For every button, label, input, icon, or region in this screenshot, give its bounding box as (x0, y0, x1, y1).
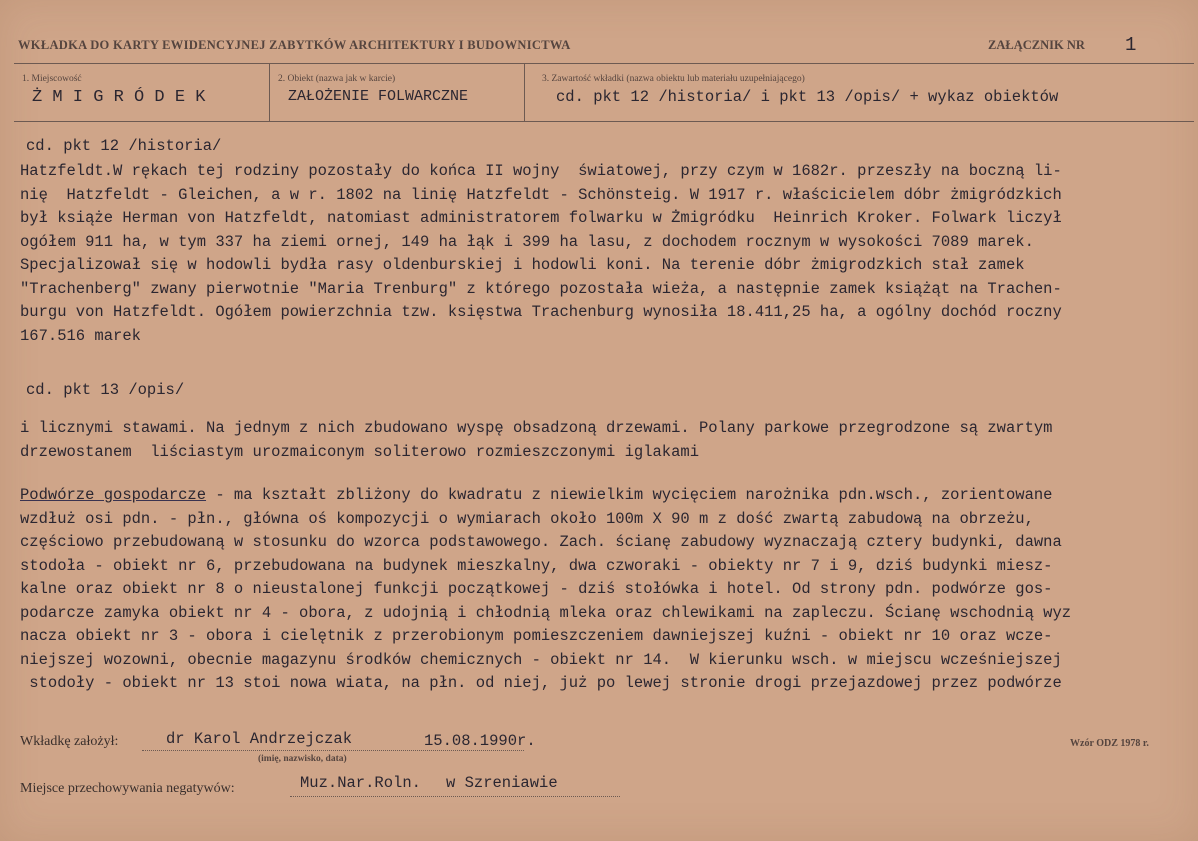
podworze-line: częściowo przebudowaną w stosunku do wzorca podstawowego. Zach. ścianę zabudowy wyznaczają cztery budynki, dawna (20, 533, 1062, 551)
historia-line: Hatzfeldt.W rękach tej rodziny pozostały do końca II wojny światowej, przy czym w 1682r. przeszły na boczną li- (20, 162, 1062, 180)
zalozyl-date: 15.08.1990r. (424, 732, 536, 750)
historia-line: ogółem 911 ha, w tym 337 ha ziemi ornej, 149 ha łąk i 399 ha lasu, z dochodem rocznym w wysokości 7089 marek. (20, 232, 1034, 251)
podworze-title: Podwórze gospodarcze (20, 486, 207, 504)
historia-text (20, 160, 1190, 348)
attachment-number: 1 (1125, 34, 1137, 56)
opis-text (20, 417, 1190, 464)
zalozyl-name: dr Karol Andrzejczak (166, 730, 353, 748)
podworze-line: stodoła - obiekt nr 6, przebudowana na budynek mieszkalny, dwa czworaki - obiekty nr 7 i 9, dziś budynki miesz- (20, 556, 1053, 575)
opis-line: drzewostanem liściastym urozmaiconym soliterowo rozmieszczonymi iglakami (20, 442, 700, 461)
header-rule-bottom (14, 121, 1194, 122)
field-label-zawartosc: 3. Zawartość wkładki (nazwa obiektu lub materiału uzupełniającego) (542, 74, 805, 84)
negatywy-label: Miejsce przechowywania negatywów: (20, 781, 235, 796)
historia-heading: cd. pkt 12 /historia/ (26, 137, 222, 155)
field-label-miejscowosc: 1. Miejscowość (22, 74, 82, 84)
negatywy-dotline (290, 796, 620, 797)
historia-line: "Trachenberg" zwany pierwotnie "Maria Trenburg" z którego pozostała wieża, a następnie zamek książąt na Trachen- (20, 279, 1062, 298)
form-version: Wzór ODZ 1978 r. (1070, 738, 1149, 749)
field-divider-1 (269, 63, 270, 121)
historia-line: Specjalizował się w hodowli bydła rasy oldenburskiej i hodowli koni. Na terenie dóbr żmigrodzkich stał zamek (20, 256, 1025, 274)
field-value-miejscowosc: Ż M I G R Ó D E K (32, 88, 206, 107)
zalozyl-dotline (142, 750, 524, 751)
header-rule-top (14, 63, 1194, 64)
field-value-obiekt: ZAŁOŻENIE FOLWARCZNE (288, 88, 469, 105)
historia-line: burgu von Hatzfeldt. Ogółem powierzchnia tzw. księstwa Trachenburg wynosiła 18.411,25 ha, a ogólny dochód roczny (20, 303, 1062, 321)
podworze-line: kalne oraz obiekt nr 8 o nieustalonej funkcji początkowej - dziś stołówka i hotel. Od strony pdn. podwórze gos- (20, 580, 1053, 598)
negatywy-value-place: w Szreniawie (446, 774, 558, 792)
historia-line: był książe Herman von Hatzfeldt, natomiast administratorem folwarku w Żmigródku Heinrich Kroker. Folwark liczył (20, 209, 1062, 227)
field-value-zawartosc: cd. pkt 12 /historia/ i pkt 13 /opis/ + wykaz obiektów (556, 88, 1059, 106)
field-label-obiekt: 2. Obiekt (nazwa jak w karcie) (278, 74, 396, 84)
podworze-line: podarcze zamyka obiekt nr 4 - obora, z udojnią i chłodnią mleka oraz chlewikami na zapleczu. Ścianę wschodnią wyz (20, 603, 1072, 622)
podworze-line (20, 484, 1190, 508)
zalozyl-label: Wkładkę założył: (20, 734, 119, 749)
podworze-line: stodoły - obiekt nr 13 stoi nowa wiata, na płn. od niej, już po lewej stronie drogi przejazdowej przez podwórze (20, 674, 1062, 692)
podworze-line-rest: - ma kształt zbliżony do kwadratu z niewielkim wycięciem narożnika pdn.wsch., zorientowane (206, 486, 1053, 504)
historia-line: 167.516 marek (20, 326, 141, 345)
opis-heading: cd. pkt 13 /opis/ (26, 381, 185, 399)
zalozyl-hint: (imię, nazwisko, data) (258, 754, 347, 764)
podworze-text (20, 484, 1190, 696)
historia-line: nię Hatzfeldt - Gleichen, a w r. 1802 na linię Hatzfeldt - Schönsteig. W 1917 r. właścicielem dóbr żmigródzkich (20, 185, 1062, 204)
attachment-label: ZAŁĄCZNIK NR (988, 38, 1085, 52)
field-divider-2 (524, 63, 525, 121)
podworze-line: wzdłuż osi pdn. - płn., główna oś kompozycji o wymiarach około 100m X 90 m z dość zwartą zabudową na obrzeżu, (20, 509, 1034, 528)
document-title: WKŁADKA DO KARTY EWIDENCYJNEJ ZABYTKÓW ARCHITEKTURY I BUDOWNICTWA (18, 38, 571, 52)
negatywy-value-institution: Muz.Nar.Roln. (300, 774, 421, 792)
podworze-line: niejszej wozowni, obecnie magazynu środków chemicznych - obiekt nr 14. W kierunku wsch. w miejscu wcześniejszej (20, 650, 1062, 669)
opis-line: i licznymi stawami. Na jednym z nich zbudowano wyspę obsadzoną drzewami. Polany parkowe przegrodzone są zwartym (20, 419, 1053, 437)
podworze-line: nacza obiekt nr 3 - obora i cielętnik z przerobionym pomieszczeniem dawniejszej kuźni - obiekt nr 10 oraz wcze- (20, 627, 1053, 645)
